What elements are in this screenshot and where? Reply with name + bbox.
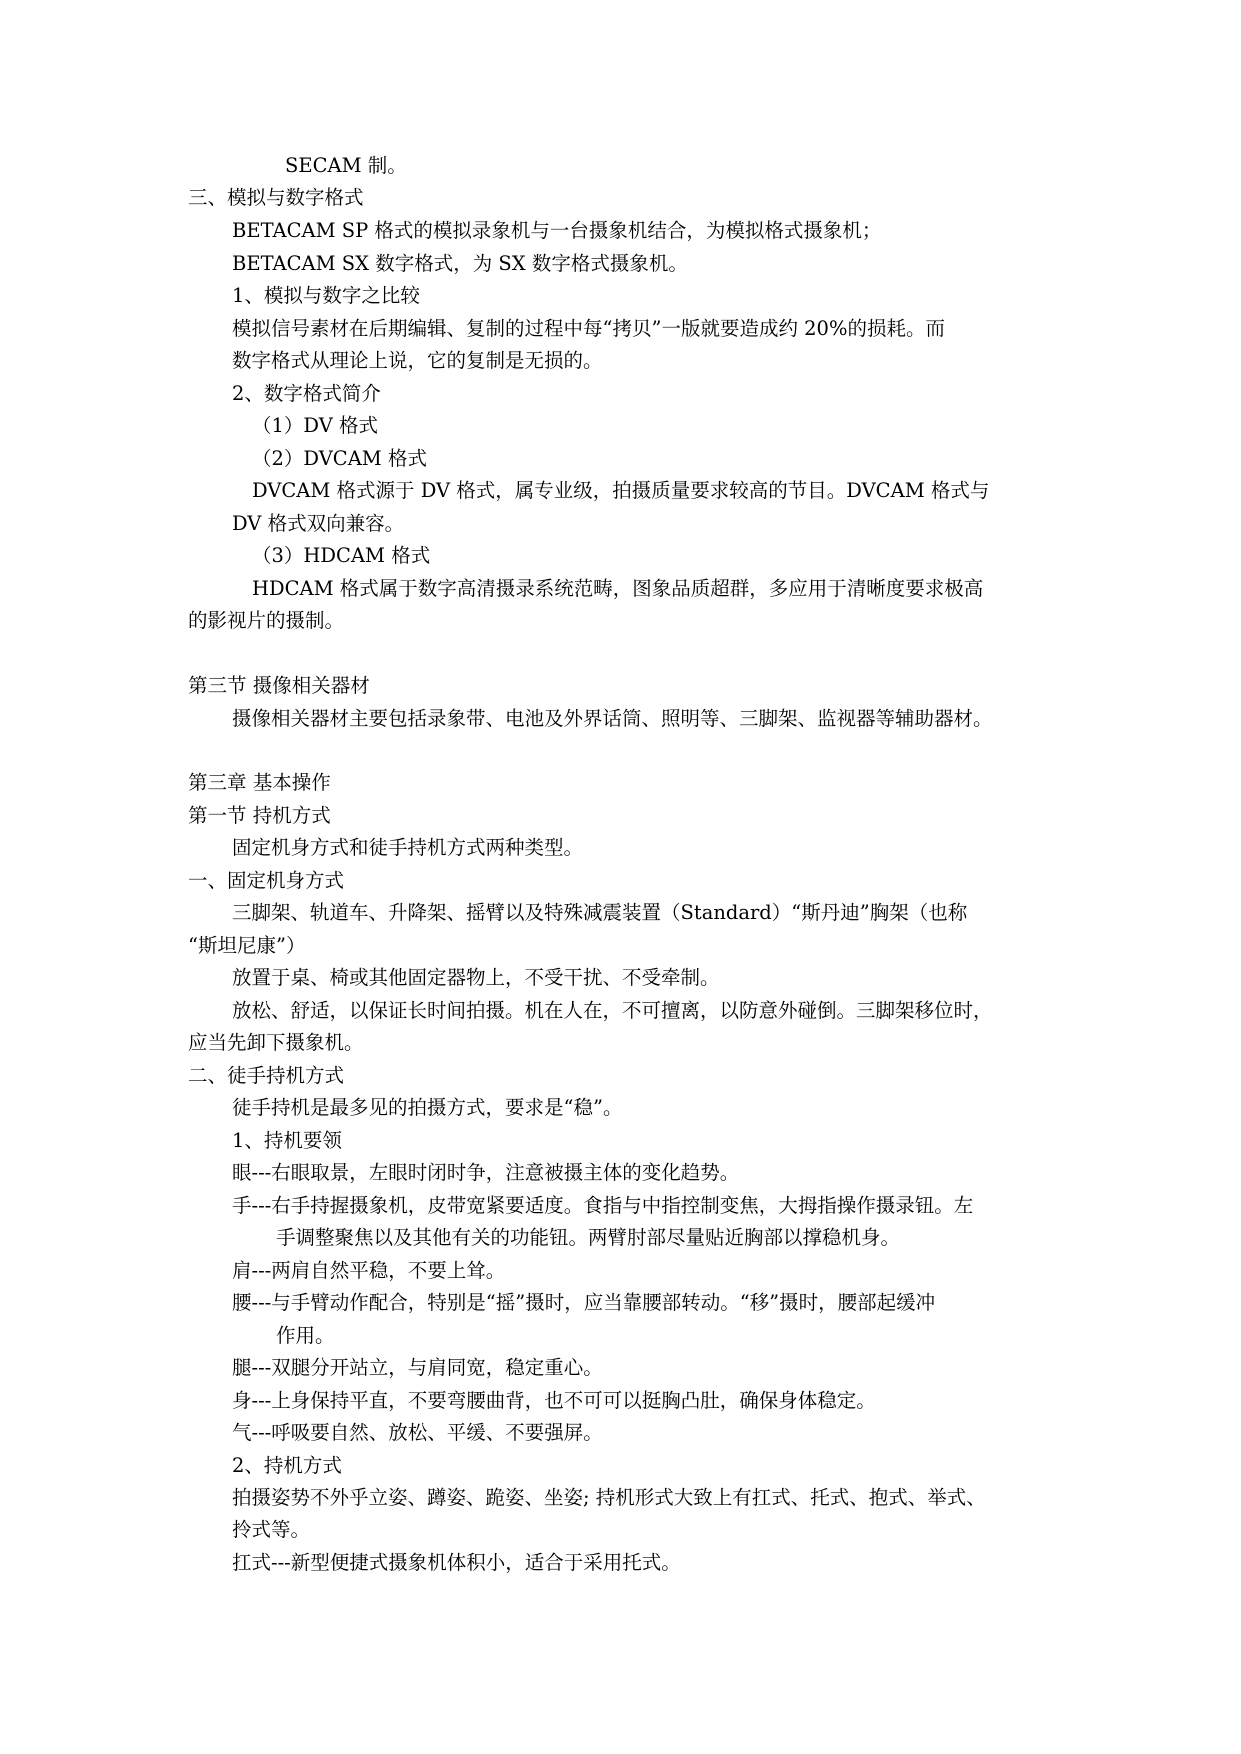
text-line: 扛式---新型便捷式摄象机体积小，适合于采用托式。 [232, 1551, 681, 1574]
text-line: 的影视片的摄制。 [188, 609, 345, 632]
text-line: SECAM 制。 [285, 154, 407, 177]
text-line: 数字格式从理论上说，它的复制是无损的。 [232, 349, 603, 372]
text-line: 摄像相关器材主要包括录象带、电池及外界话筒、照明等、三脚架、监视器等辅助器材。 [232, 707, 993, 730]
text-line: 放松、舒适，以保证长时间拍摄。机在人在，不可擅离，以防意外碰倒。三脚架移位时， [232, 999, 993, 1022]
text-line: 手调整聚焦以及其他有关的功能钮。两臂肘部尽量贴近胸部以撑稳机身。 [276, 1226, 901, 1249]
text-line: 眼---右眼取景，左眼时闭时争，注意被摄主体的变化趋势。 [232, 1161, 740, 1184]
text-line: 腿---双腿分开站立，与肩同宽，稳定重心。 [232, 1356, 603, 1379]
text-line: 三脚架、轨道车、升降架、摇臂以及特殊减震装置（Standard）“斯丹迪”胸架（也称 [232, 901, 968, 924]
text-line: 应当先卸下摄象机。 [188, 1031, 364, 1054]
text-line: 肩---两肩自然平稳，不要上耸。 [232, 1259, 506, 1282]
section-heading: 第一节 持机方式 [188, 804, 331, 827]
section-heading: 三、模拟与数字格式 [188, 186, 364, 209]
section-heading: 一、固定机身方式 [188, 869, 345, 892]
section-heading: 第三节 摄像相关器材 [188, 674, 370, 697]
list-item: （2）DVCAM 格式 [252, 447, 427, 470]
text-line: BETACAM SX 数字格式，为 SX 数字格式摄象机。 [232, 252, 688, 275]
subsection-heading: 1、持机要领 [232, 1129, 342, 1152]
text-line: HDCAM 格式属于数字高清摄录系统范畴，图象品质超群，多应用于清晰度要求极高 [252, 577, 984, 600]
text-line: 徒手持机是最多见的拍摄方式，要求是“稳”。 [232, 1096, 623, 1119]
chapter-heading: 第三章 基本操作 [188, 771, 331, 794]
subsection-heading: 2、数字格式简介 [232, 382, 381, 405]
text-line: DV 格式双向兼容。 [232, 512, 405, 535]
text-line: 拍摄姿势不外乎立姿、蹲姿、跪姿、坐姿; 持机形式大致上有扛式、托式、抱式、举式、 [232, 1486, 986, 1509]
text-line: DVCAM 格式源于 DV 格式，属专业级，拍摄质量要求较高的节目。DVCAM 格式与 [252, 479, 990, 502]
section-heading: 二、徒手持机方式 [188, 1064, 345, 1087]
text-line: 手---右手持握摄象机，皮带宽紧要适度。食指与中指控制变焦，大拇指操作摄录钮。左 [232, 1194, 974, 1217]
subsection-heading: 1、模拟与数字之比较 [232, 284, 420, 307]
text-line: 气---呼吸要自然、放松、平缓、不要强屏。 [232, 1421, 603, 1444]
text-line: 模拟信号素材在后期编辑、复制的过程中每“拷贝”一版就要造成约 20%的损耗。而 [232, 317, 945, 340]
text-line: “斯坦尼康”） [188, 934, 306, 957]
text-line: BETACAM SP 格式的模拟录象机与一台摄象机结合，为模拟格式摄象机； [232, 219, 882, 242]
text-line: 固定机身方式和徒手持机方式两种类型。 [232, 836, 584, 859]
list-item: （3）HDCAM 格式 [252, 544, 431, 567]
list-item: （1）DV 格式 [252, 414, 378, 437]
text-line: 作用。 [276, 1324, 335, 1347]
subsection-heading: 2、持机方式 [232, 1454, 342, 1477]
text-line: 身---上身保持平直，不要弯腰曲背，也不可可以挺胸凸肚，确保身体稳定。 [232, 1389, 876, 1412]
text-line: 拎式等。 [232, 1518, 311, 1541]
text-line: 腰---与手臂动作配合，特别是“摇”摄时，应当靠腰部转动。“移”摄时，腰部起缓冲 [232, 1291, 936, 1314]
text-line: 放置于桌、椅或其他固定器物上，不受干扰、不受牵制。 [232, 966, 720, 989]
